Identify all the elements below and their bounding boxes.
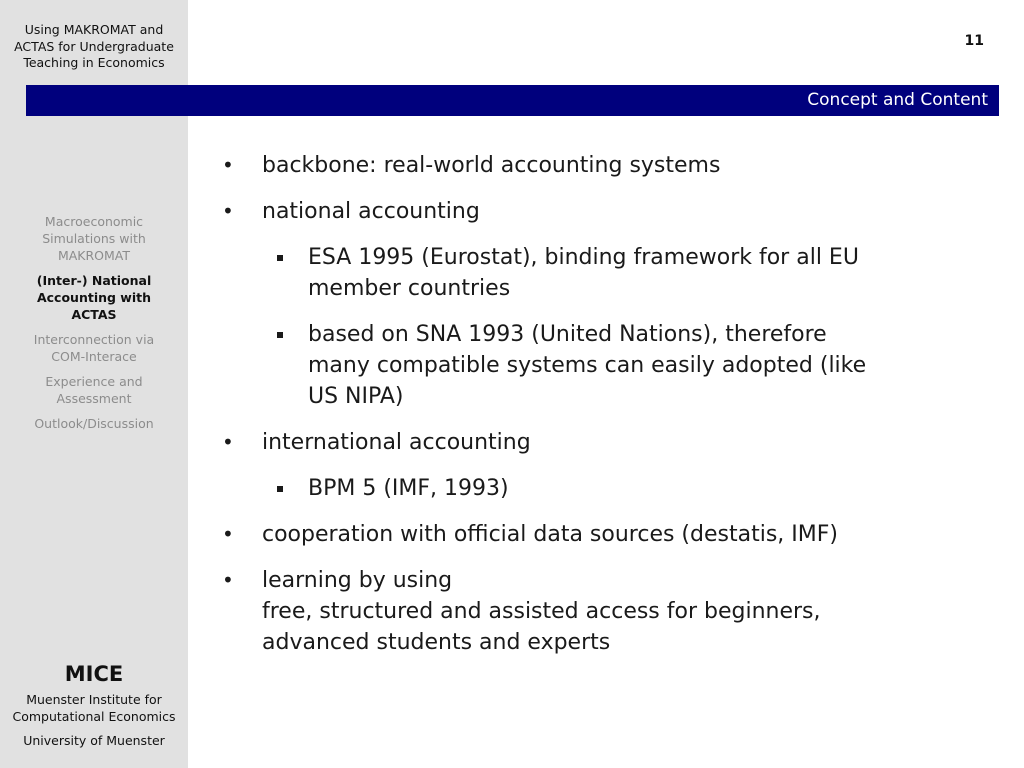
bullet-text: US NIPA) — [308, 384, 404, 409]
outline-item-line: Assessment — [56, 391, 132, 406]
outline-item-line: Accounting with — [36, 290, 152, 305]
outline-item-national-accounting[interactable] — [0, 272, 188, 323]
bullet-dot-icon: • — [222, 568, 234, 592]
bullet-item — [216, 196, 1006, 227]
bullet-dot-icon: • — [222, 522, 234, 546]
bullet-text: many compatible systems can easily adopted (like — [308, 353, 867, 378]
section-header-bar — [26, 85, 999, 116]
sub-bullet-item — [216, 242, 1006, 304]
bullet-text: member countries — [308, 276, 511, 301]
presentation-title-line: Teaching in Economics — [23, 55, 165, 70]
outline-item-line: Macroeconomic — [44, 214, 144, 229]
bullet-item — [216, 150, 1006, 181]
bullet-text: international accounting — [262, 430, 531, 455]
bullet-text: learning by using — [262, 568, 453, 593]
bullet-item — [216, 427, 1006, 458]
bullet-text: BPM 5 (IMF, 1993) — [308, 476, 509, 501]
outline-item-experience[interactable] — [0, 373, 188, 407]
bullet-text: free, structured and assisted access for beginners, — [262, 599, 821, 624]
bullet-text: ESA 1995 (Eurostat), binding framework for all EU — [308, 245, 859, 270]
bullet-item — [216, 565, 1006, 658]
presentation-title-line: Using MAKROMAT and — [24, 22, 164, 37]
outline-item-macroeconomic-simulations[interactable] — [0, 213, 188, 264]
outline-nav — [0, 213, 188, 440]
bullet-dot-icon: • — [222, 199, 234, 223]
outline-item-line: Experience and — [45, 374, 143, 389]
bullet-text: based on SNA 1993 (United Nations), therefore — [308, 322, 827, 347]
bullet-text: cooperation with official data sources (destatis, IMF) — [262, 522, 838, 547]
bullet-square-icon — [277, 486, 283, 492]
outline-item-line: MAKROMAT — [57, 248, 131, 263]
outline-item-interconnection[interactable] — [0, 331, 188, 365]
bullet-text: national accounting — [262, 199, 480, 224]
presentation-title-line: ACTAS for Undergraduate — [14, 38, 174, 54]
section-title: Concept and Content — [807, 90, 988, 110]
presentation-title — [0, 22, 188, 72]
institute-name — [0, 692, 188, 725]
bullet-item — [216, 519, 1006, 550]
outline-item-outlook[interactable] — [0, 415, 188, 432]
institute-footer — [0, 662, 188, 750]
bullet-dot-icon: • — [222, 430, 234, 454]
outline-item-line: Interconnection via — [33, 332, 155, 347]
bullet-square-icon — [277, 255, 283, 261]
bullet-text: advanced students and experts — [262, 630, 611, 655]
outline-item-line: Outlook/Discussion — [34, 416, 154, 431]
mice-logo: MICE — [64, 662, 124, 686]
outline-item-line: ACTAS — [71, 307, 117, 322]
bullet-dot-icon: • — [222, 153, 234, 177]
outline-item-line: Simulations with — [42, 231, 146, 246]
sub-bullet-item — [216, 473, 1006, 504]
slide-content — [216, 150, 1006, 673]
outline-item-line: (Inter-) National — [36, 273, 152, 288]
institute-name-line: Computational Economics — [12, 708, 176, 724]
sub-bullet-item — [216, 319, 1006, 412]
university-name: University of Muenster — [23, 733, 165, 748]
bullet-square-icon — [277, 332, 283, 338]
institute-name-line: Muenster Institute for — [26, 692, 162, 707]
page-number: 11 — [964, 33, 984, 49]
bullet-text: backbone: real-world accounting systems — [262, 153, 721, 178]
outline-item-line: COM-Interace — [51, 349, 137, 364]
